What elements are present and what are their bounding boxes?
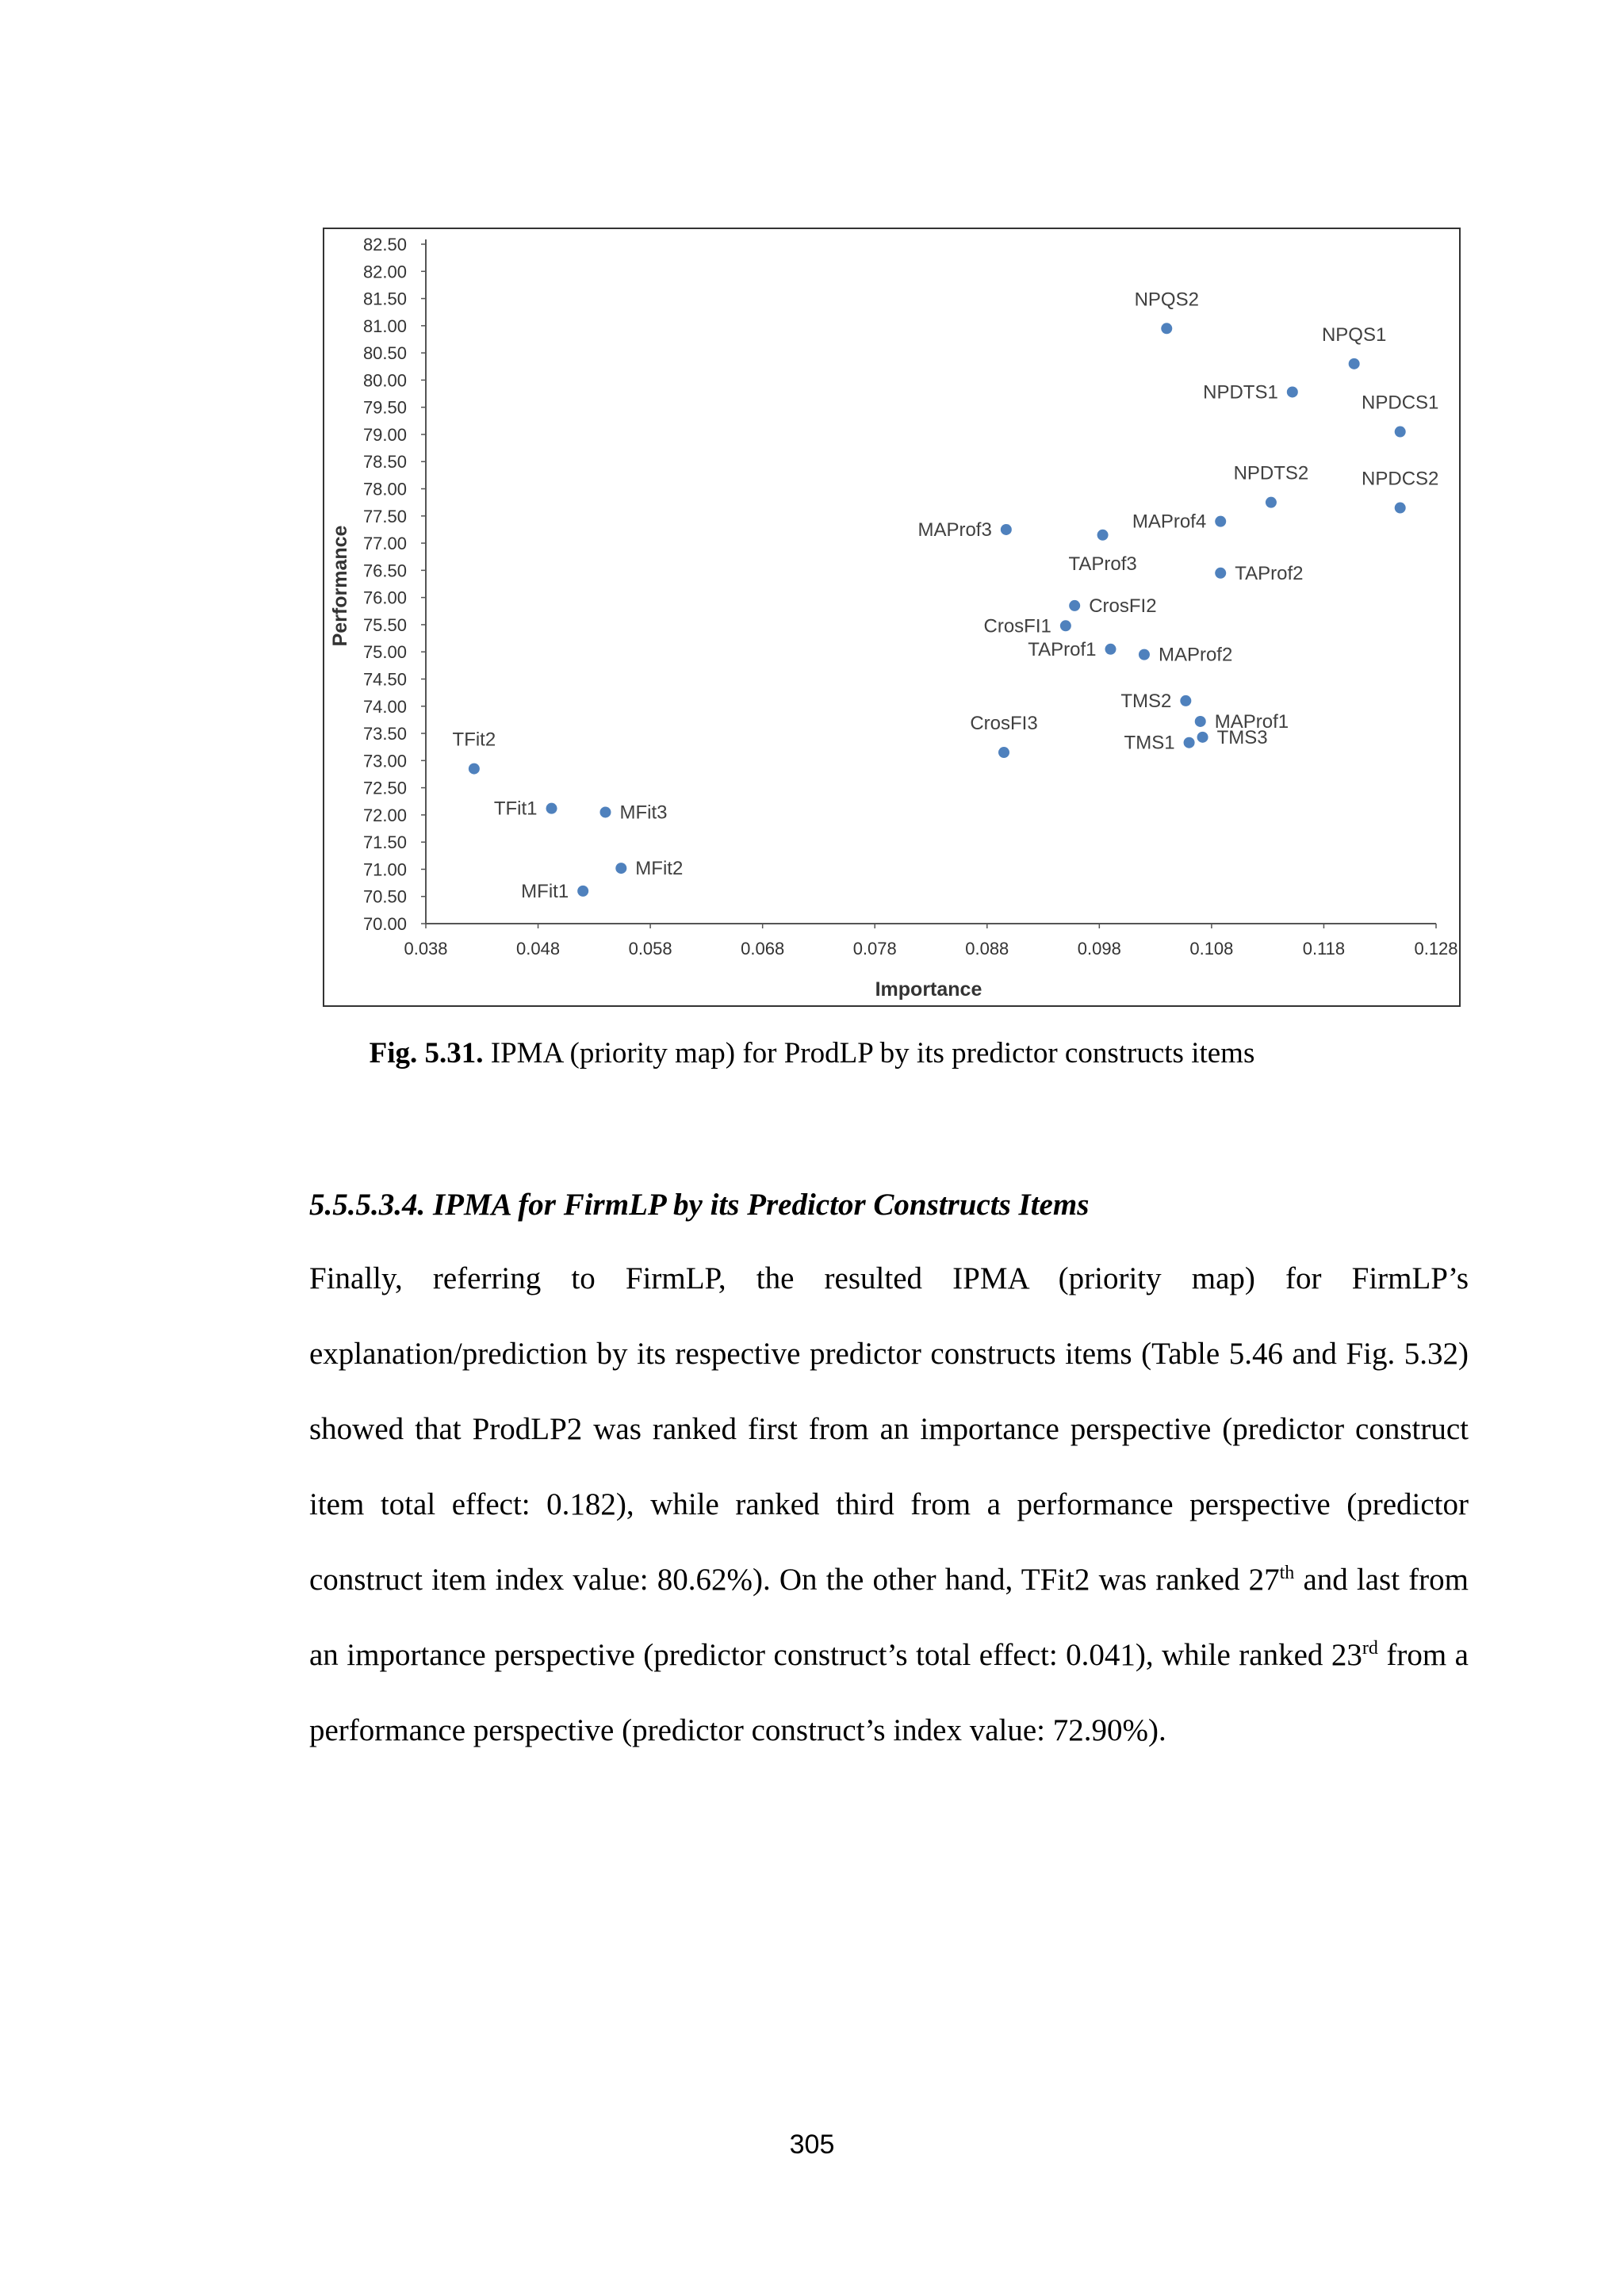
data-points bbox=[453, 289, 1439, 902]
x-tick-label: 0.038 bbox=[404, 939, 448, 959]
data-point-label: TMS2 bbox=[1120, 690, 1172, 712]
data-point bbox=[599, 806, 611, 817]
data-point bbox=[1287, 386, 1298, 397]
paragraph-part-1: Finally, referring to FirmLP, the resulted IPMA (priority map) for FirmLP’s explanation/prediction by its respective predictor constructs items (Table 5.46 and Fig. 5.32) showed that ProdLP2 was ranked first from an importance perspective (predictor construct item total effect: 0.182), while ranked third from a performance perspective (predictor construct item index value: 80.62%). On the other hand, TFit2 was ranked 27 bbox=[309, 1261, 1469, 1597]
data-point-label: CrosFI1 bbox=[983, 615, 1051, 637]
superscript-th: th bbox=[1279, 1563, 1295, 1583]
y-tick-label: 77.00 bbox=[362, 534, 407, 554]
y-tick-label: 71.00 bbox=[362, 859, 407, 880]
y-tick-label: 77.50 bbox=[362, 506, 407, 526]
data-point-label: TMS1 bbox=[1124, 732, 1175, 754]
y-tick-label: 80.50 bbox=[362, 343, 407, 364]
section-heading: 5.5.5.3.4. IPMA for FirmLP by its Predictor Constructs Items bbox=[309, 1188, 1090, 1222]
figure-caption-label: Fig. 5.31. bbox=[369, 1037, 484, 1070]
paragraph-part-3: from a performance perspective (predictor construct’s index value: 72.90%). bbox=[309, 1638, 1469, 1747]
data-point-label: MAProf3 bbox=[917, 519, 992, 541]
x-tick-label: 0.088 bbox=[965, 939, 1009, 959]
data-point bbox=[615, 863, 626, 874]
ipma-scatter-chart bbox=[324, 229, 1459, 1005]
data-point-label: MFit3 bbox=[619, 802, 668, 824]
x-tick-label: 0.068 bbox=[741, 939, 785, 959]
data-point bbox=[1349, 358, 1360, 369]
y-tick-label: 78.00 bbox=[362, 479, 407, 499]
data-point-label: TAProf1 bbox=[1028, 638, 1097, 660]
data-point-label: CrosFI2 bbox=[1089, 595, 1157, 617]
data-point bbox=[469, 763, 480, 775]
data-point bbox=[1001, 524, 1012, 535]
data-point bbox=[1195, 716, 1206, 727]
data-point bbox=[546, 803, 557, 814]
data-point-label: MAProf2 bbox=[1158, 644, 1233, 666]
y-tick-label: 70.00 bbox=[362, 914, 407, 934]
y-tick-label: 79.50 bbox=[362, 397, 407, 418]
y-tick-label: 82.50 bbox=[362, 235, 407, 254]
data-point bbox=[1161, 323, 1172, 334]
x-tick-label: 0.078 bbox=[852, 939, 897, 959]
y-tick-label: 70.50 bbox=[362, 886, 407, 907]
data-point bbox=[1097, 530, 1109, 541]
data-point bbox=[1069, 600, 1080, 611]
body-paragraph bbox=[309, 1241, 1469, 1768]
data-point-label: TAProf3 bbox=[1068, 553, 1137, 575]
y-tick-label: 75.50 bbox=[362, 614, 407, 635]
page-number: 305 bbox=[789, 2130, 835, 2160]
figure-frame bbox=[323, 228, 1461, 1007]
x-tick-label: 0.048 bbox=[516, 939, 561, 959]
x-tick-label: 0.128 bbox=[1414, 939, 1458, 959]
y-tick-label: 76.00 bbox=[362, 587, 407, 608]
data-point-label: NPQS1 bbox=[1321, 323, 1387, 346]
data-point bbox=[998, 747, 1009, 758]
y-tick-label: 76.50 bbox=[362, 561, 407, 581]
data-point bbox=[1060, 620, 1071, 631]
y-tick-label: 73.50 bbox=[362, 724, 407, 744]
data-point-label: MFit2 bbox=[635, 858, 684, 880]
y-tick-label: 72.50 bbox=[362, 778, 407, 798]
y-axis-ticks bbox=[363, 235, 426, 934]
x-axis-label: Importance bbox=[875, 978, 982, 1001]
x-tick-label: 0.118 bbox=[1302, 939, 1346, 959]
data-point-label: TAProf2 bbox=[1235, 562, 1304, 584]
y-tick-label: 74.50 bbox=[362, 669, 407, 690]
data-point bbox=[1266, 497, 1277, 508]
y-tick-label: 71.50 bbox=[362, 832, 407, 853]
y-tick-label: 78.50 bbox=[362, 452, 407, 473]
data-point-label: MFit1 bbox=[521, 880, 569, 902]
y-tick-label: 80.00 bbox=[362, 370, 407, 391]
data-point bbox=[577, 886, 588, 897]
data-point-label: TFit1 bbox=[493, 798, 538, 820]
data-point bbox=[1105, 644, 1116, 655]
data-point bbox=[1215, 568, 1226, 579]
x-tick-label: 0.108 bbox=[1189, 939, 1234, 959]
y-tick-label: 81.00 bbox=[362, 316, 407, 336]
data-point-label: NPDCS2 bbox=[1362, 468, 1439, 490]
superscript-rd: rd bbox=[1362, 1638, 1378, 1659]
data-point bbox=[1180, 695, 1191, 706]
y-tick-label: 73.00 bbox=[362, 751, 407, 771]
data-point-label: MAProf1 bbox=[1214, 710, 1289, 733]
data-point-label: CrosFI3 bbox=[970, 713, 1038, 735]
x-tick-label: 0.058 bbox=[628, 939, 672, 959]
data-point bbox=[1197, 732, 1208, 743]
x-axis-ticks bbox=[404, 924, 1457, 959]
y-tick-label: 81.50 bbox=[362, 289, 407, 309]
data-point bbox=[1215, 516, 1226, 527]
y-tick-label: 75.00 bbox=[362, 642, 407, 663]
y-tick-label: 72.00 bbox=[362, 805, 407, 825]
data-point-label: NPDTS2 bbox=[1233, 462, 1309, 484]
data-point-label: TFit2 bbox=[452, 729, 496, 751]
data-point bbox=[1184, 737, 1195, 748]
x-tick-label: 0.098 bbox=[1077, 939, 1121, 959]
paragraph-part-2: and last from an importance perspective (predictor construct’s total effect: 0.041), while ranked 23 bbox=[309, 1563, 1469, 1672]
y-axis-label: Performance bbox=[329, 525, 351, 647]
data-point-label: NPQS2 bbox=[1134, 289, 1199, 311]
y-tick-label: 74.00 bbox=[362, 696, 407, 717]
data-point-label: TMS3 bbox=[1216, 726, 1268, 748]
y-tick-label: 79.00 bbox=[362, 424, 407, 445]
data-point-label: MAProf4 bbox=[1132, 511, 1207, 533]
data-point bbox=[1395, 503, 1406, 514]
data-point-label: NPDTS1 bbox=[1203, 381, 1278, 404]
data-point bbox=[1395, 427, 1406, 438]
data-point-label: NPDCS1 bbox=[1362, 392, 1439, 414]
data-point bbox=[1139, 649, 1150, 660]
figure-caption-text: IPMA (priority map) for ProdLP by its predictor constructs items bbox=[483, 1037, 1255, 1070]
y-tick-label: 82.00 bbox=[362, 262, 407, 282]
figure-caption bbox=[0, 1035, 1624, 1073]
